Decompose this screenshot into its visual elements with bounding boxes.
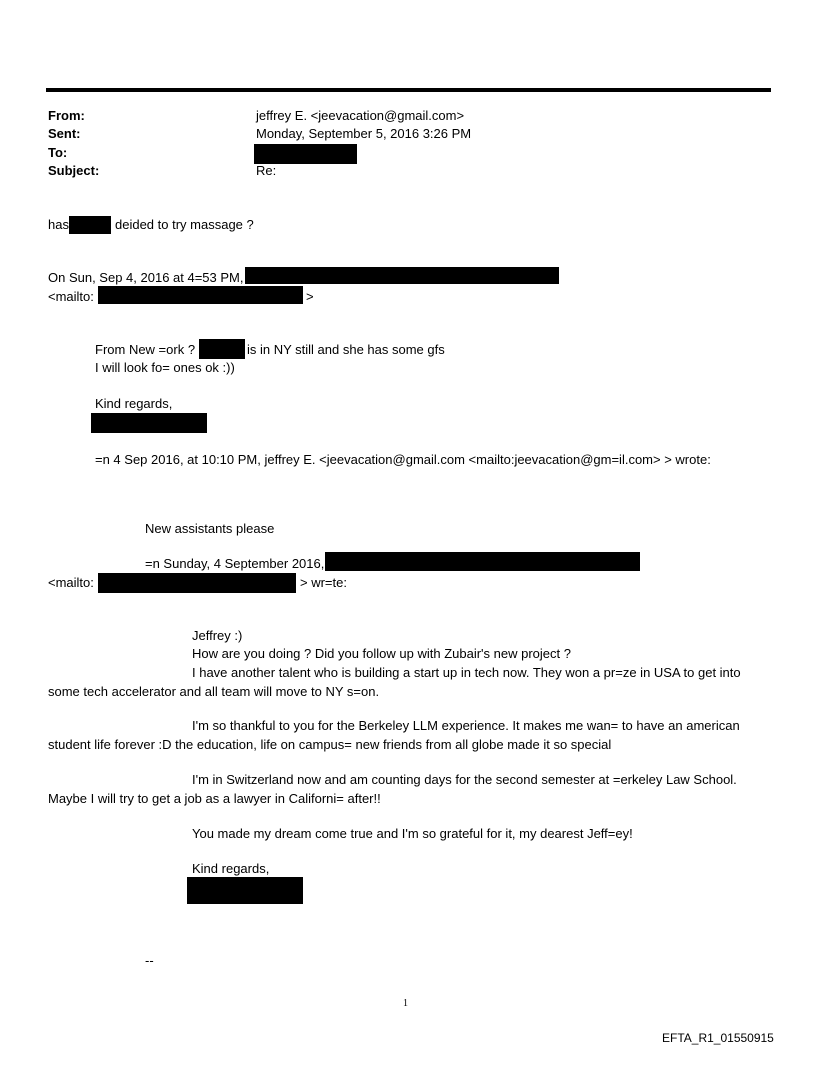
redaction-quote3-email — [98, 573, 296, 593]
redaction-signature-2 — [187, 877, 303, 904]
redaction-to — [254, 144, 357, 164]
msg4-regards: Kind regards, — [192, 861, 270, 876]
msg2-text-a: From New =ork ? — [95, 342, 196, 357]
msg2-regards: Kind regards, — [95, 396, 173, 411]
from-value: jeffrey E. <jeevacation@gmail.com> — [256, 108, 465, 123]
redaction-signature-1 — [91, 413, 207, 433]
msg4-p2-line1: I'm so thankful to you for the Berkeley LLM experience. It makes me wan= to have an american — [192, 718, 740, 733]
signature-dashes: -- — [145, 953, 154, 968]
msg4-p3-line2: Maybe I will try to get a job as a lawyer in Californi= after!! — [48, 791, 381, 806]
subject-label: Subject: — [48, 163, 100, 178]
quote2-header: =n 4 Sep 2016, at 10:10 PM, jeffrey E. <jeevacation@gmail.com <mailto:jeevacation@gm=il.com> > wrote: — [95, 452, 711, 467]
redaction-quote1-sender — [245, 267, 559, 284]
redaction-name-1 — [69, 216, 111, 234]
document-id: EFTA_R1_01550915 — [662, 1031, 774, 1045]
reply-text-b: deided to try massage ? — [115, 217, 254, 232]
msg4-p1-line1: How are you doing ? Did you follow up with Zubair's new project ? — [192, 646, 571, 661]
quote3-mailto: <mailto: — [48, 575, 94, 590]
redaction-quote1-email — [98, 286, 303, 304]
quote3-on: =n Sunday, 4 September 2016, — [145, 556, 325, 571]
msg4-p3-line1: I'm in Switzerland now and am counting days for the second semester at =erkeley Law School. — [192, 772, 737, 787]
sent-value: Monday, September 5, 2016 3:26 PM — [256, 126, 472, 141]
msg4-p4: You made my dream come true and I'm so grateful for it, my dearest Jeff=ey! — [192, 826, 633, 841]
quote3-wrote: > wr=te: — [300, 575, 347, 590]
subject-value: Re: — [256, 163, 277, 178]
msg3-text: New assistants please — [145, 521, 275, 536]
header-rule — [46, 88, 771, 92]
quote1-close: > — [306, 289, 314, 304]
redaction-name-2 — [199, 339, 245, 359]
reply-text-a: has — [48, 217, 69, 232]
msg2-line2: I will look fo= ones ok :)) — [95, 360, 235, 375]
redaction-quote3-sender — [325, 552, 640, 571]
sent-label: Sent: — [48, 126, 81, 141]
from-label: From: — [48, 108, 85, 123]
msg4-p1-line2: I have another talent who is building a start up in tech now. They won a pr=ze in USA to get into — [192, 665, 741, 680]
msg4-p2-line2: student life forever :D the education, life on campus= new friends from all globe made it so special — [48, 737, 612, 752]
quote1-on: On Sun, Sep 4, 2016 at 4=53 PM, — [48, 270, 244, 285]
msg2-text-b: is in NY still and she has some gfs — [247, 342, 445, 357]
page-number: 1 — [403, 998, 408, 1009]
to-label: To: — [48, 145, 68, 160]
msg4-greeting: Jeffrey :) — [192, 628, 243, 643]
quote1-mailto: <mailto: — [48, 289, 94, 304]
msg4-p1-line3: some tech accelerator and all team will move to NY s=on. — [48, 684, 380, 699]
